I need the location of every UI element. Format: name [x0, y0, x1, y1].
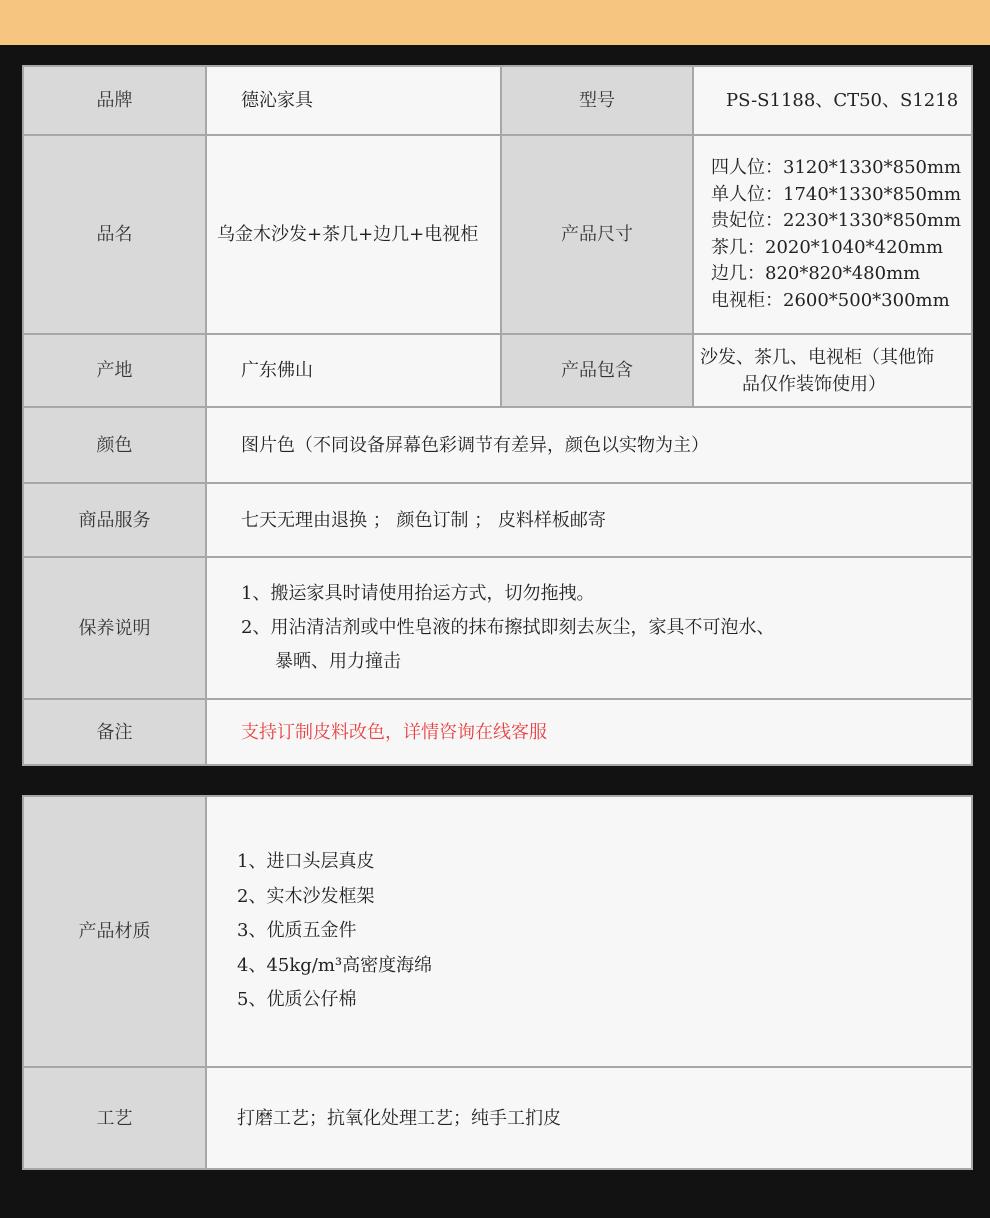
- material-item: 2、实木沙发框架: [237, 885, 375, 907]
- note-label: 备注: [23, 699, 206, 765]
- care-value: [206, 557, 972, 699]
- row-brand-model: [23, 66, 972, 135]
- size-item: 边几：820*820*480mm: [711, 263, 921, 284]
- row-note: [23, 699, 972, 765]
- top-accent-bar: [0, 0, 990, 45]
- care-line: 1、搬运家具时请使用抬运方式，切勿拖拽。: [241, 583, 595, 604]
- includes-label: 产品包含: [501, 334, 693, 407]
- includes-value: [693, 334, 972, 407]
- origin-label: 产地: [23, 334, 206, 407]
- service-label: 商品服务: [23, 483, 206, 557]
- row-service: [23, 483, 972, 557]
- row-origin-includes: [23, 334, 972, 407]
- size-list: [693, 135, 972, 334]
- color-label: 颜色: [23, 407, 206, 483]
- craft-value: 打磨工艺；抗氧化处理工艺；纯手工扪皮: [206, 1067, 972, 1169]
- craft-label: 工艺: [23, 1067, 206, 1169]
- material-item: 4、45kg/m³高密度海绵: [237, 954, 433, 976]
- material-item: 3、优质五金件: [237, 920, 357, 942]
- material-table: [22, 795, 973, 1170]
- care-line: 2、用沾清洁剂或中性皂液的抹布擦拭即刻去灰尘，家具不可泡水、: [241, 617, 775, 638]
- includes-line: 沙发、茶几、电视柜（其他饰: [700, 346, 934, 368]
- care-label: 保养说明: [23, 557, 206, 699]
- size-item: 四人位：3120*1330*850mm: [711, 157, 962, 178]
- care-line: 暴晒、用力撞击: [275, 651, 401, 672]
- material-item: 5、优质公仔棉: [237, 989, 357, 1011]
- size-label: 产品尺寸: [501, 135, 693, 334]
- size-item: 贵妃位：2230*1330*850mm: [711, 210, 962, 231]
- service-value: 七天无理由退换 ； 颜色订制 ； 皮料样板邮寄: [206, 483, 972, 557]
- includes-line: 品仅作装饰使用）: [742, 373, 886, 395]
- material-list: [206, 796, 972, 1067]
- model-value: PS-S1188、CT50、S1218: [693, 66, 972, 135]
- name-label: 品名: [23, 135, 206, 334]
- brand-label: 品牌: [23, 66, 206, 135]
- spec-table: [22, 65, 973, 766]
- brand-value: 德沁家具: [206, 66, 501, 135]
- size-item: 单人位：1740*1330*850mm: [711, 183, 962, 205]
- name-value: 乌金木沙发+茶几+边几+电视柜: [206, 135, 501, 334]
- color-value: 图片色（不同设备屏幕色彩调节有差异，颜色以实物为主）: [206, 407, 972, 483]
- row-care: [23, 557, 972, 699]
- size-item: 茶几：2020*1040*420mm: [711, 236, 944, 258]
- material-label: 产品材质: [23, 796, 206, 1067]
- note-value: 支持订制皮料改色，详情咨询在线客服: [206, 699, 972, 765]
- origin-value: 广东佛山: [206, 334, 501, 407]
- row-craft: [23, 1067, 972, 1169]
- size-item: 电视柜：2600*500*300mm: [711, 289, 950, 311]
- row-material: [23, 796, 972, 1067]
- row-color: [23, 407, 972, 483]
- model-label: 型号: [501, 66, 693, 135]
- row-name-size: [23, 135, 972, 334]
- material-item: 1、进口头层真皮: [237, 851, 375, 873]
